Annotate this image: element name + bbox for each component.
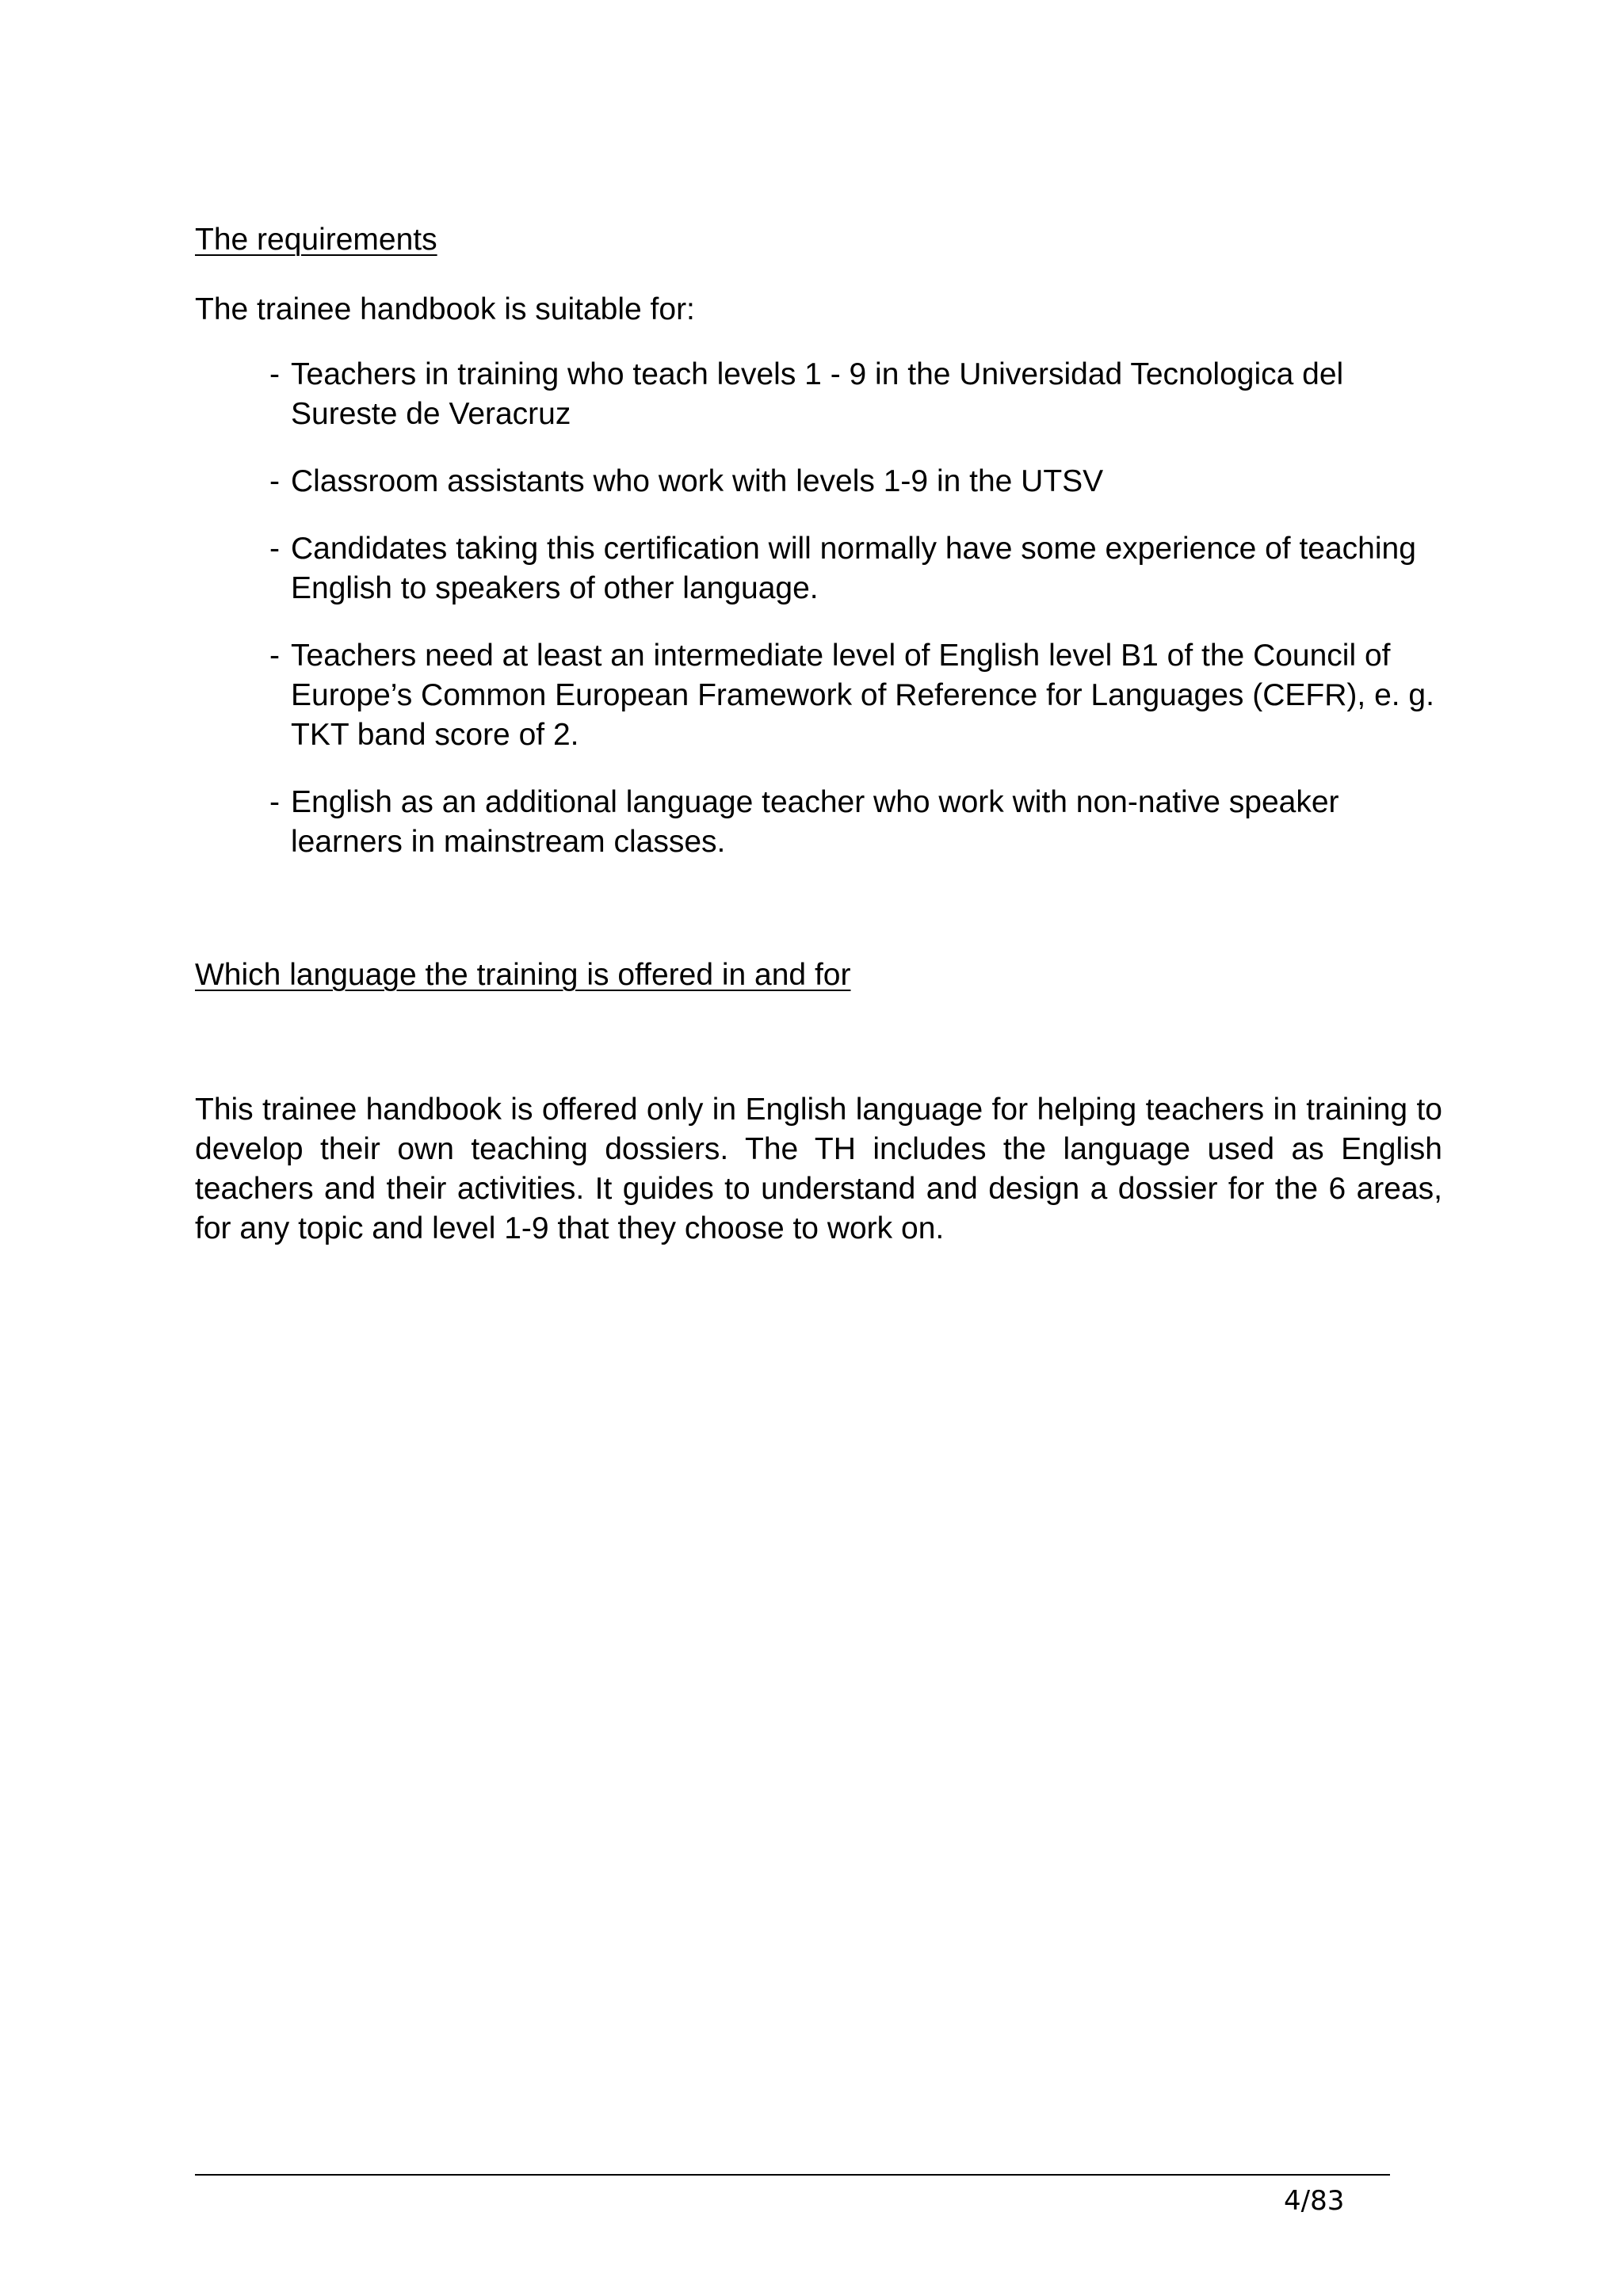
list-item xyxy=(269,529,1442,608)
list-dash: - xyxy=(269,532,280,566)
list-item xyxy=(269,355,1442,434)
language-paragraph: This trainee handbook is offered only in English language for helping teachers in training to develop their own teaching dossiers. The TH includes the language used as English teachers and their activities. It guides to understand and design a dossier for the 6 areas, for any topic and level 1-9 that they choose to work on. xyxy=(195,1093,1442,1245)
list-dash: - xyxy=(269,639,280,673)
list-item-text: Candidates taking this certification will normally have some experience of teaching English to speakers of other language. xyxy=(291,532,1416,605)
list-item-text: Teachers in training who teach levels 1 - 9 in the Universidad Tecnologica del Sureste de Veracruz xyxy=(291,357,1344,431)
section-heading-requirements: The requirements xyxy=(195,223,437,257)
list-item-text: Classroom assistants who work with levels 1-9 in the UTSV xyxy=(291,464,1104,498)
list-dash: - xyxy=(269,464,280,498)
requirements-intro: The trainee handbook is suitable for: xyxy=(195,292,695,326)
list-item xyxy=(269,462,1442,502)
list-dash: - xyxy=(269,785,280,819)
page-number: 4/83 xyxy=(1284,2185,1345,2217)
list-dash: - xyxy=(269,357,280,391)
footer-divider xyxy=(195,2174,1390,2176)
list-item-text: Teachers need at least an intermediate level of English level B1 of the Council of Europe’s Common European Framework of Reference for Languages (CEFR), e. g. TKT band score of 2. xyxy=(291,639,1434,752)
list-item xyxy=(269,636,1442,755)
section-heading-language: Which language the training is offered in and for xyxy=(195,958,851,992)
requirements-list xyxy=(269,355,1442,890)
list-item-text: English as an additional language teacher who work with non-native speaker learners in mainstream classes. xyxy=(291,785,1339,859)
list-item xyxy=(269,783,1442,862)
